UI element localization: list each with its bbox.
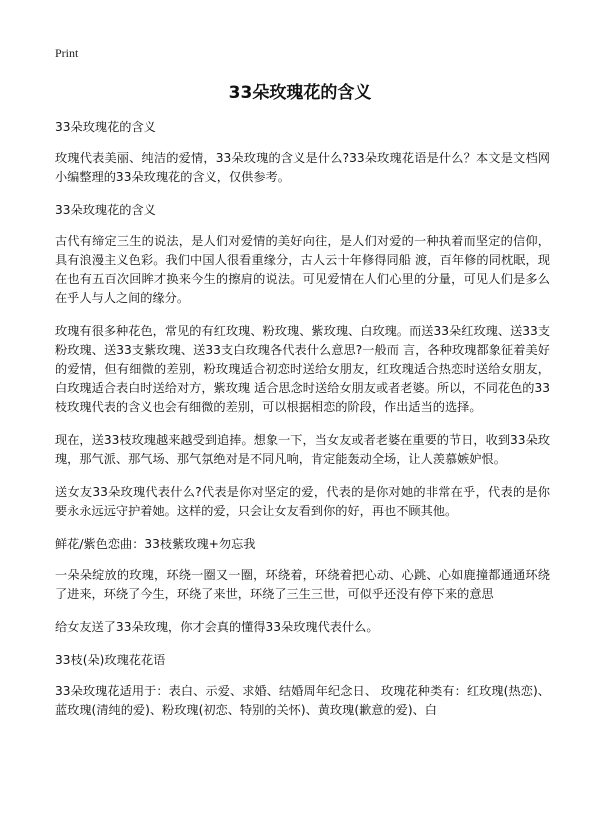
section-heading: 鲜花/紫色恋曲：33枝紫玫瑰+勿忘我 xyxy=(55,537,256,551)
print-label: Print xyxy=(55,46,79,60)
paragraph: 给女友送了33朵玫瑰，你才会真的懂得33朵玫瑰代表什么。 xyxy=(55,620,379,634)
page-title: 33朵玫瑰花的含义 xyxy=(228,83,372,103)
section-heading: 33枝(朵)玫瑰花花语 xyxy=(55,653,166,667)
document-body xyxy=(55,118,550,734)
paragraph: 送女友33朵玫瑰代表什么?代表是你对坚定的爱，代表的是你对她的非常在乎，代表的是你要永永远远守护着她。这样的爱，只会让女友看到你的好，再也不顾其他。 xyxy=(55,485,550,518)
paragraph: 现在，送33枝玫瑰越来越受到追捧。想象一下，当女友或者老婆在重要的节日，收到33朵玫瑰，那气派、那气场、那气氛绝对是不同凡响，肯定能轰动全场，让人羡慕嫉妒恨。 xyxy=(55,433,550,466)
paragraph: 一朵朵绽放的玫瑰，环绕一圈又一圈，环绕着，环绕着把心动、心跳、心如鹿撞都通通环绕了进来，环绕了今生，环绕了来世，环绕了三生三世，可似乎还没有停下来的意思 xyxy=(55,568,550,601)
section-heading: 33朵玫瑰花的含义 xyxy=(55,120,156,134)
section-heading: 33朵玫瑰花的含义 xyxy=(55,203,156,217)
paragraph: 古代有缔定三生的说法，是人们对爱情的美好向往，是人们对爱的一种执着而坚定的信仰，具有浪漫主义色彩。我们中国人很看重缘分，古人云十年修得同船 渡，百年修的同枕眠，现在也有五百次回眸才换来今生的擦肩的说法。可见爱情在人们心里的分量，可见人们是多么在乎人与人之间的缘分。 xyxy=(55,234,550,305)
paragraph: 33朵玫瑰花适用于：表白、示爱、求婚、结婚周年纪念日、 玫瑰花种类有：红玫瑰(热恋)、蓝玫瑰(清纯的爱)、粉玫瑰(初恋、特别的关怀)、黄玫瑰(歉意的爱)、白 xyxy=(55,684,550,717)
paragraph: 玫瑰代表美丽、纯洁的爱情，33朵玫瑰的含义是什么?33朵玫瑰花语是什么？本文是文档网小编整理的33朵玫瑰花的含义，仅供参考。 xyxy=(55,151,550,184)
paragraph: 玫瑰有很多种花色，常见的有红玫瑰、粉玫瑰、紫玫瑰、白玫瑰。而送33朵红玫瑰、送33支粉玫瑰、送33支紫玫瑰、送33支白玫瑰各代表什么意思?一般而 言，各种玫瑰都象征着美好的爱情，但有细微的差别，粉玫瑰适合初恋时送给女朋友，红玫瑰适合热恋时送给女朋友，白玫瑰适合表白时送给对方，紫玫瑰 适合思念时送给女朋友或者老婆。所以，不同花色的33枝玫瑰代表的含义也会有细微的差别，可以根据相恋的阶段，作出适当的选择。 xyxy=(55,324,550,414)
